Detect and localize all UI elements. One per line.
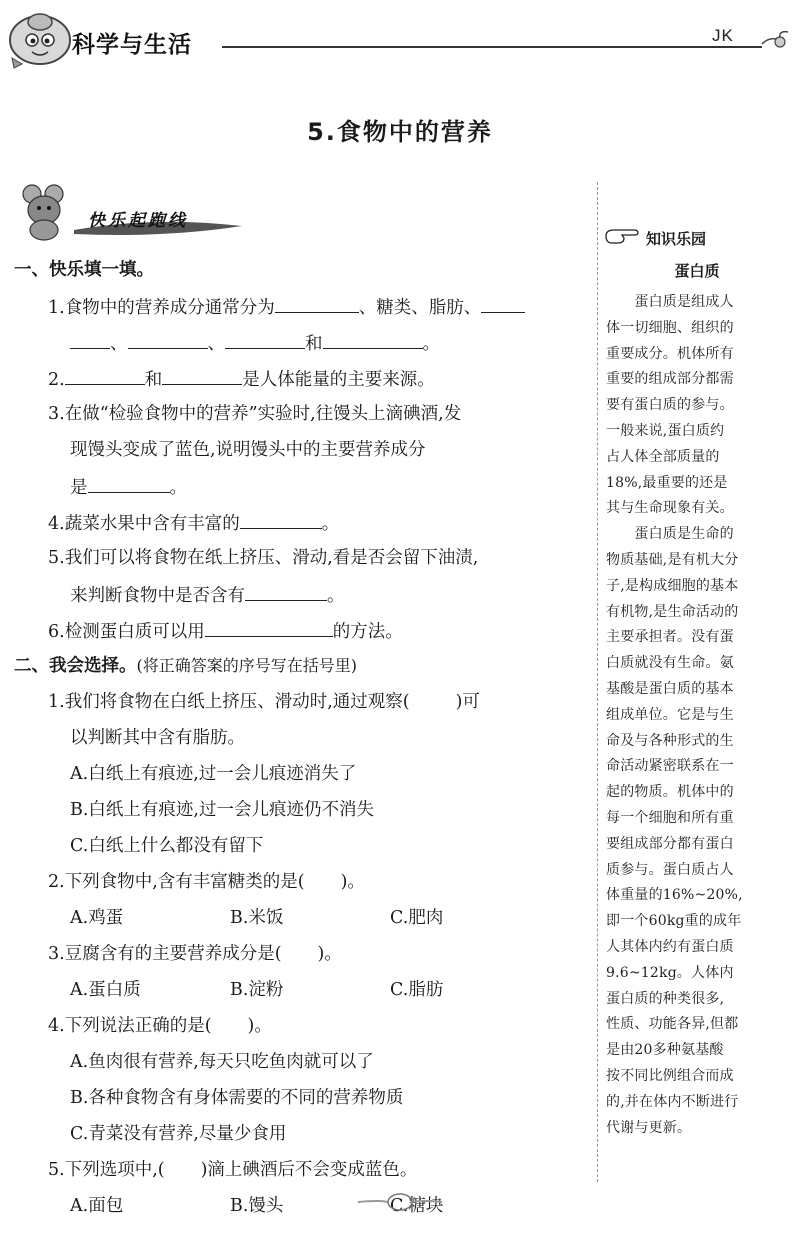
option: B.各种食物含有身体需要的不同的营养物质: [70, 1088, 404, 1108]
sidebar-text-line: 重要的组成部分都需: [606, 371, 734, 387]
option: B.米饭: [230, 908, 284, 928]
book-series-title: 科学与生活: [72, 32, 192, 58]
option: A.白纸上有痕迹,过一会儿痕迹消失了: [70, 764, 357, 784]
option: C.糖块: [390, 1196, 444, 1216]
sidebar-text-line: 体一切细胞、组织的: [606, 320, 734, 336]
sidebar-text-line: 命及与各种形式的生: [606, 733, 734, 749]
sidebar-subtitle: 蛋白质: [674, 262, 720, 280]
mouse-mascot-icon: [23, 185, 63, 240]
question-fill-1: 1.食物中的营养成分通常分为 、糖类、脂肪、: [48, 298, 525, 318]
lesson-title: 5.食物中的营养: [307, 118, 493, 146]
section-banner-label: 快乐起跑线: [88, 211, 188, 231]
option: C.肥肉: [390, 908, 444, 928]
option: B.淀粉: [230, 980, 284, 1000]
question-fill-4: 4.蔬菜水果中含有丰富的 。: [48, 514, 340, 534]
sidebar-text-line: 其与生命现象有关。: [606, 500, 734, 516]
sidebar-text-line: 物质基础,是有机大分: [606, 552, 739, 568]
question-fill-1-cont: 、 、 和 。: [70, 334, 440, 354]
sidebar-text-line: 占人体全部质量的: [606, 449, 720, 465]
choice-question-1: 1.我们将食物在白纸上挤压、滑动时,通过观察( )可: [48, 692, 480, 712]
sidebar-text-line: 一般来说,蛋白质约: [606, 423, 725, 439]
sidebar-text-line: 代谢与更新。: [606, 1120, 692, 1136]
sidebar-text-line: 按不同比例组合而成: [606, 1068, 734, 1084]
question-fill-2: 2. 和 是人体能量的主要来源。: [48, 370, 435, 390]
choice-question-5: 5.下列选项中,( )滴上碘酒后不会变成蓝色。: [48, 1160, 418, 1180]
sidebar-text-line: 命活动紧密联系在一: [606, 758, 734, 774]
sidebar-text-line: 18%,最重要的还是: [606, 475, 728, 491]
answer-blank[interactable]: [275, 298, 359, 313]
pointing-hand-icon: [604, 226, 640, 246]
sidebar-text-line: 质参与。蛋白质占人: [606, 862, 734, 878]
question-fill-3-end: 是 。: [70, 478, 187, 498]
sidebar-text-line: 9.6~12kg。人体内: [606, 965, 734, 981]
mascot-logo-icon: [10, 14, 70, 68]
option: A.鸡蛋: [70, 908, 124, 928]
sidebar-text-line: 蛋白质是生命的: [606, 526, 734, 542]
part2-heading: 二、我会选择。(将正确答案的序号写在括号里): [14, 656, 357, 676]
sidebar-text-line: 即一个60kg重的成年: [606, 913, 742, 929]
answer-blank[interactable]: [70, 334, 110, 349]
sidebar-text-line: 是由20多种氨基酸: [606, 1042, 724, 1058]
sidebar-text-line: 子,是构成细胞的基本: [606, 578, 739, 594]
question-fill-5: 5.我们可以将食物在纸上挤压、滑动,看是否会留下油渍,: [48, 548, 479, 568]
sidebar-text-line: 性质、功能各异,但都: [606, 1016, 739, 1032]
sidebar-title: 知识乐园: [646, 230, 707, 248]
column-divider: [597, 182, 598, 1182]
answer-blank[interactable]: [128, 334, 208, 349]
answer-blank[interactable]: [162, 370, 242, 385]
option: C.白纸上什么都没有留下: [70, 836, 264, 856]
question-fill-6: 6.检测蛋白质可以用 的方法。: [48, 622, 403, 642]
answer-blank[interactable]: [205, 622, 333, 637]
sidebar-text-line: 人其体内约有蛋白质: [606, 939, 734, 955]
answer-blank[interactable]: [225, 334, 305, 349]
answer-blank[interactable]: [65, 370, 145, 385]
choice-question-4: 4.下列说法正确的是( )。: [48, 1016, 272, 1036]
question-fill-3-cont: 现馒头变成了蓝色,说明馒头中的主要营养成分: [70, 440, 426, 460]
sidebar-text-line: 蛋白质的种类很多,: [606, 991, 725, 1007]
question-fill-3: 3.在做“检验食物中的营养”实验时,往馒头上滴碘酒,发: [48, 404, 462, 424]
header-rule: [222, 46, 762, 48]
sidebar-text-line: 要组成部分都有蛋白: [606, 836, 734, 852]
sidebar-text-line: 的,并在体内不断进行: [606, 1094, 739, 1110]
choice-question-3: 3.豆腐含有的主要营养成分是( )。: [48, 944, 342, 964]
question-fill-5-cont: 来判断食物中是否含有 。: [70, 586, 345, 606]
option: A.面包: [70, 1196, 124, 1216]
sidebar-text-line: 主要承担者。没有蛋: [606, 629, 734, 645]
answer-blank[interactable]: [323, 334, 423, 349]
answer-blank[interactable]: [245, 586, 327, 601]
answer-blank[interactable]: [481, 298, 525, 313]
sidebar-text-line: 重要成分。机体所有: [606, 346, 734, 362]
edition-tag: JK: [712, 26, 734, 45]
bird-ornament-icon: [762, 32, 788, 47]
option: A.鱼肉很有营养,每天只吃鱼肉就可以了: [70, 1052, 374, 1072]
sidebar-text-line: 体重量的16%~20%,: [606, 887, 743, 903]
option: B.馒头: [230, 1196, 284, 1216]
answer-blank[interactable]: [88, 478, 170, 493]
choice-question-2: 2.下列食物中,含有丰富糖类的是( )。: [48, 872, 365, 892]
sidebar-text-line: 蛋白质是组成人: [606, 294, 734, 310]
sidebar-text-line: 要有蛋白质的参与。: [606, 397, 734, 413]
option: C.脂肪: [390, 980, 444, 1000]
answer-blank[interactable]: [240, 514, 322, 529]
choice-question-1-cont: 以判断其中含有脂肪。: [70, 728, 245, 748]
sidebar-text-line: 起的物质。机体中的: [606, 784, 734, 800]
sidebar-text-line: 基酸是蛋白质的基本: [606, 681, 734, 697]
option: B.白纸上有痕迹,过一会儿痕迹仍不消失: [70, 800, 374, 820]
part1-heading: 一、快乐填一填。: [14, 260, 154, 280]
sidebar-text-line: 组成单位。它是与生: [606, 707, 734, 723]
sidebar-text-line: 每一个细胞和所有重: [606, 810, 734, 826]
sidebar-text-line: 白质就没有生命。氨: [606, 655, 734, 671]
sidebar-text-line: 有机物,是生命活动的: [606, 604, 739, 620]
option: C.青菜没有营养,尽量少食用: [70, 1124, 287, 1144]
option: A.蛋白质: [70, 980, 141, 1000]
page-number-ornament: [352, 1188, 448, 1212]
